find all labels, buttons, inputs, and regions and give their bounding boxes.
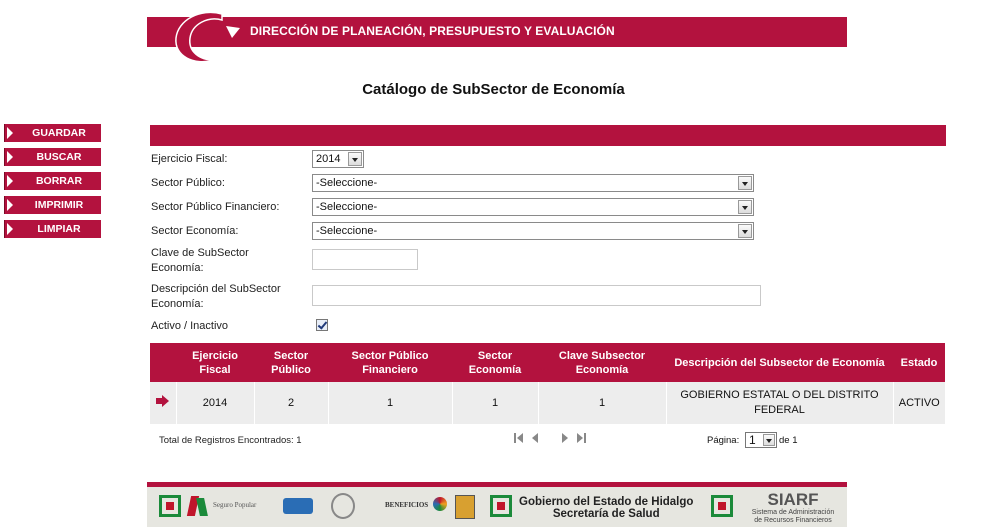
table-header-clave: Clave Subsector Economía [538,343,666,382]
flower-logo-icon [433,497,447,511]
government-name: Gobierno del Estado de Hidalgo Secretaría de Salud [519,496,694,520]
activo-label: Activo / Inactivo [151,320,229,332]
arrow-right-icon [7,199,13,211]
pager [514,433,586,443]
first-page-icon[interactable] [514,433,524,443]
page-select[interactable]: 1 [745,432,777,448]
chevron-down-icon [738,224,752,238]
cell-sector-economia: 1 [452,382,538,424]
table-header-ejercicio: Ejercicio Fiscal [176,343,254,382]
cell-sector-publico: 2 [254,382,328,424]
chevron-down-icon [763,434,775,446]
cell-sector-financiero: 1 [328,382,452,424]
form-header-bar [150,125,946,146]
clave-input[interactable] [312,249,418,270]
table-header-select [150,343,176,382]
arrow-right-icon [7,223,13,235]
descripcion-input[interactable] [312,285,761,306]
swirl-logo-icon [170,6,250,68]
beneficios-logo: BENEFICIOS [385,501,429,509]
people-logo-icon [187,494,209,518]
last-page-icon[interactable] [576,433,586,443]
ejercicio-label: Ejercicio Fiscal: [151,153,228,165]
row-select-cell[interactable] [150,382,176,424]
table-header-sector-economia: Sector Economía [452,343,538,382]
table-row[interactable] [150,382,945,424]
descripcion-label: Descripción del SubSector Economía: [151,283,281,310]
prev-page-icon[interactable] [530,433,540,443]
sector-economia-label: Sector Economía: [151,225,239,237]
gear-seal-icon [331,493,355,519]
cell-ejercicio: 2014 [176,382,254,424]
seguro-popular-logo: Seguro Popular [213,501,257,509]
header-title: DIRECCIÓN DE PLANEACIÓN, PRESUPUESTO Y EVALUACIÓN [250,24,615,38]
shield-logo-icon [455,495,475,519]
hidalgo-square-icon [159,495,181,517]
siarf-logo: SIARF Sistema de Administración de Recursos Financieros [751,490,835,524]
table-header-row [150,343,945,382]
delete-button[interactable]: BORRAR [4,172,101,190]
arrow-right-icon[interactable] [156,395,170,407]
total-records: Total de Registros Encontrados: 1 [159,435,302,446]
page-label: Página: [707,435,740,446]
table-header-estado: Estado [893,343,945,382]
wave-logo-icon [283,498,313,514]
search-button[interactable]: BUSCAR [4,148,101,166]
table-header-descripcion: Descripción del Subsector de Economía [666,343,893,382]
sector-publico-select[interactable]: -Seleccione- [312,174,754,192]
sector-publico-label: Sector Público: [151,177,225,189]
hidalgo-logo-icon [159,495,181,517]
figures-icon [187,494,209,518]
table-header-sector-publico: Sector Público [254,343,328,382]
save-button[interactable]: GUARDAR [4,124,101,142]
arrow-right-icon [7,151,13,163]
hidalgo-square-icon [711,495,733,517]
cell-descripcion: GOBIERNO ESTATAL O DEL DISTRITO FEDERAL [666,382,893,424]
hidalgo-square-icon [490,495,512,517]
clave-label: Clave de SubSector Economía: [151,247,249,274]
cell-clave: 1 [538,382,666,424]
hidalgo-logo-icon-2 [490,495,512,517]
hidalgo-logo-icon-3 [711,495,733,517]
chevron-down-icon [738,200,752,214]
print-button[interactable]: IMPRIMIR [4,196,101,214]
clear-button[interactable]: LIMPIAR [4,220,101,238]
sector-financiero-select[interactable]: -Seleccione- [312,198,754,216]
footer [147,487,847,527]
chevron-down-icon [348,152,362,166]
chevron-down-icon [738,176,752,190]
action-menu [4,124,101,244]
next-page-icon[interactable] [560,433,570,443]
activo-checkbox[interactable] [316,319,328,331]
pager-spacer [546,433,554,443]
sector-financiero-label: Sector Público Financiero: [151,201,280,213]
arrow-right-icon [7,175,13,187]
page-title: Catálogo de SubSector de Economía [362,81,625,98]
page-of-label: de 1 [779,435,798,446]
sector-economia-select[interactable]: -Seleccione- [312,222,754,240]
table-header-sector-financiero: Sector Público Financiero [328,343,452,382]
results-table [150,343,945,424]
cell-estado: ACTIVO [893,382,945,424]
ejercicio-select[interactable]: 2014 [312,150,364,168]
arrow-right-icon [7,127,13,139]
